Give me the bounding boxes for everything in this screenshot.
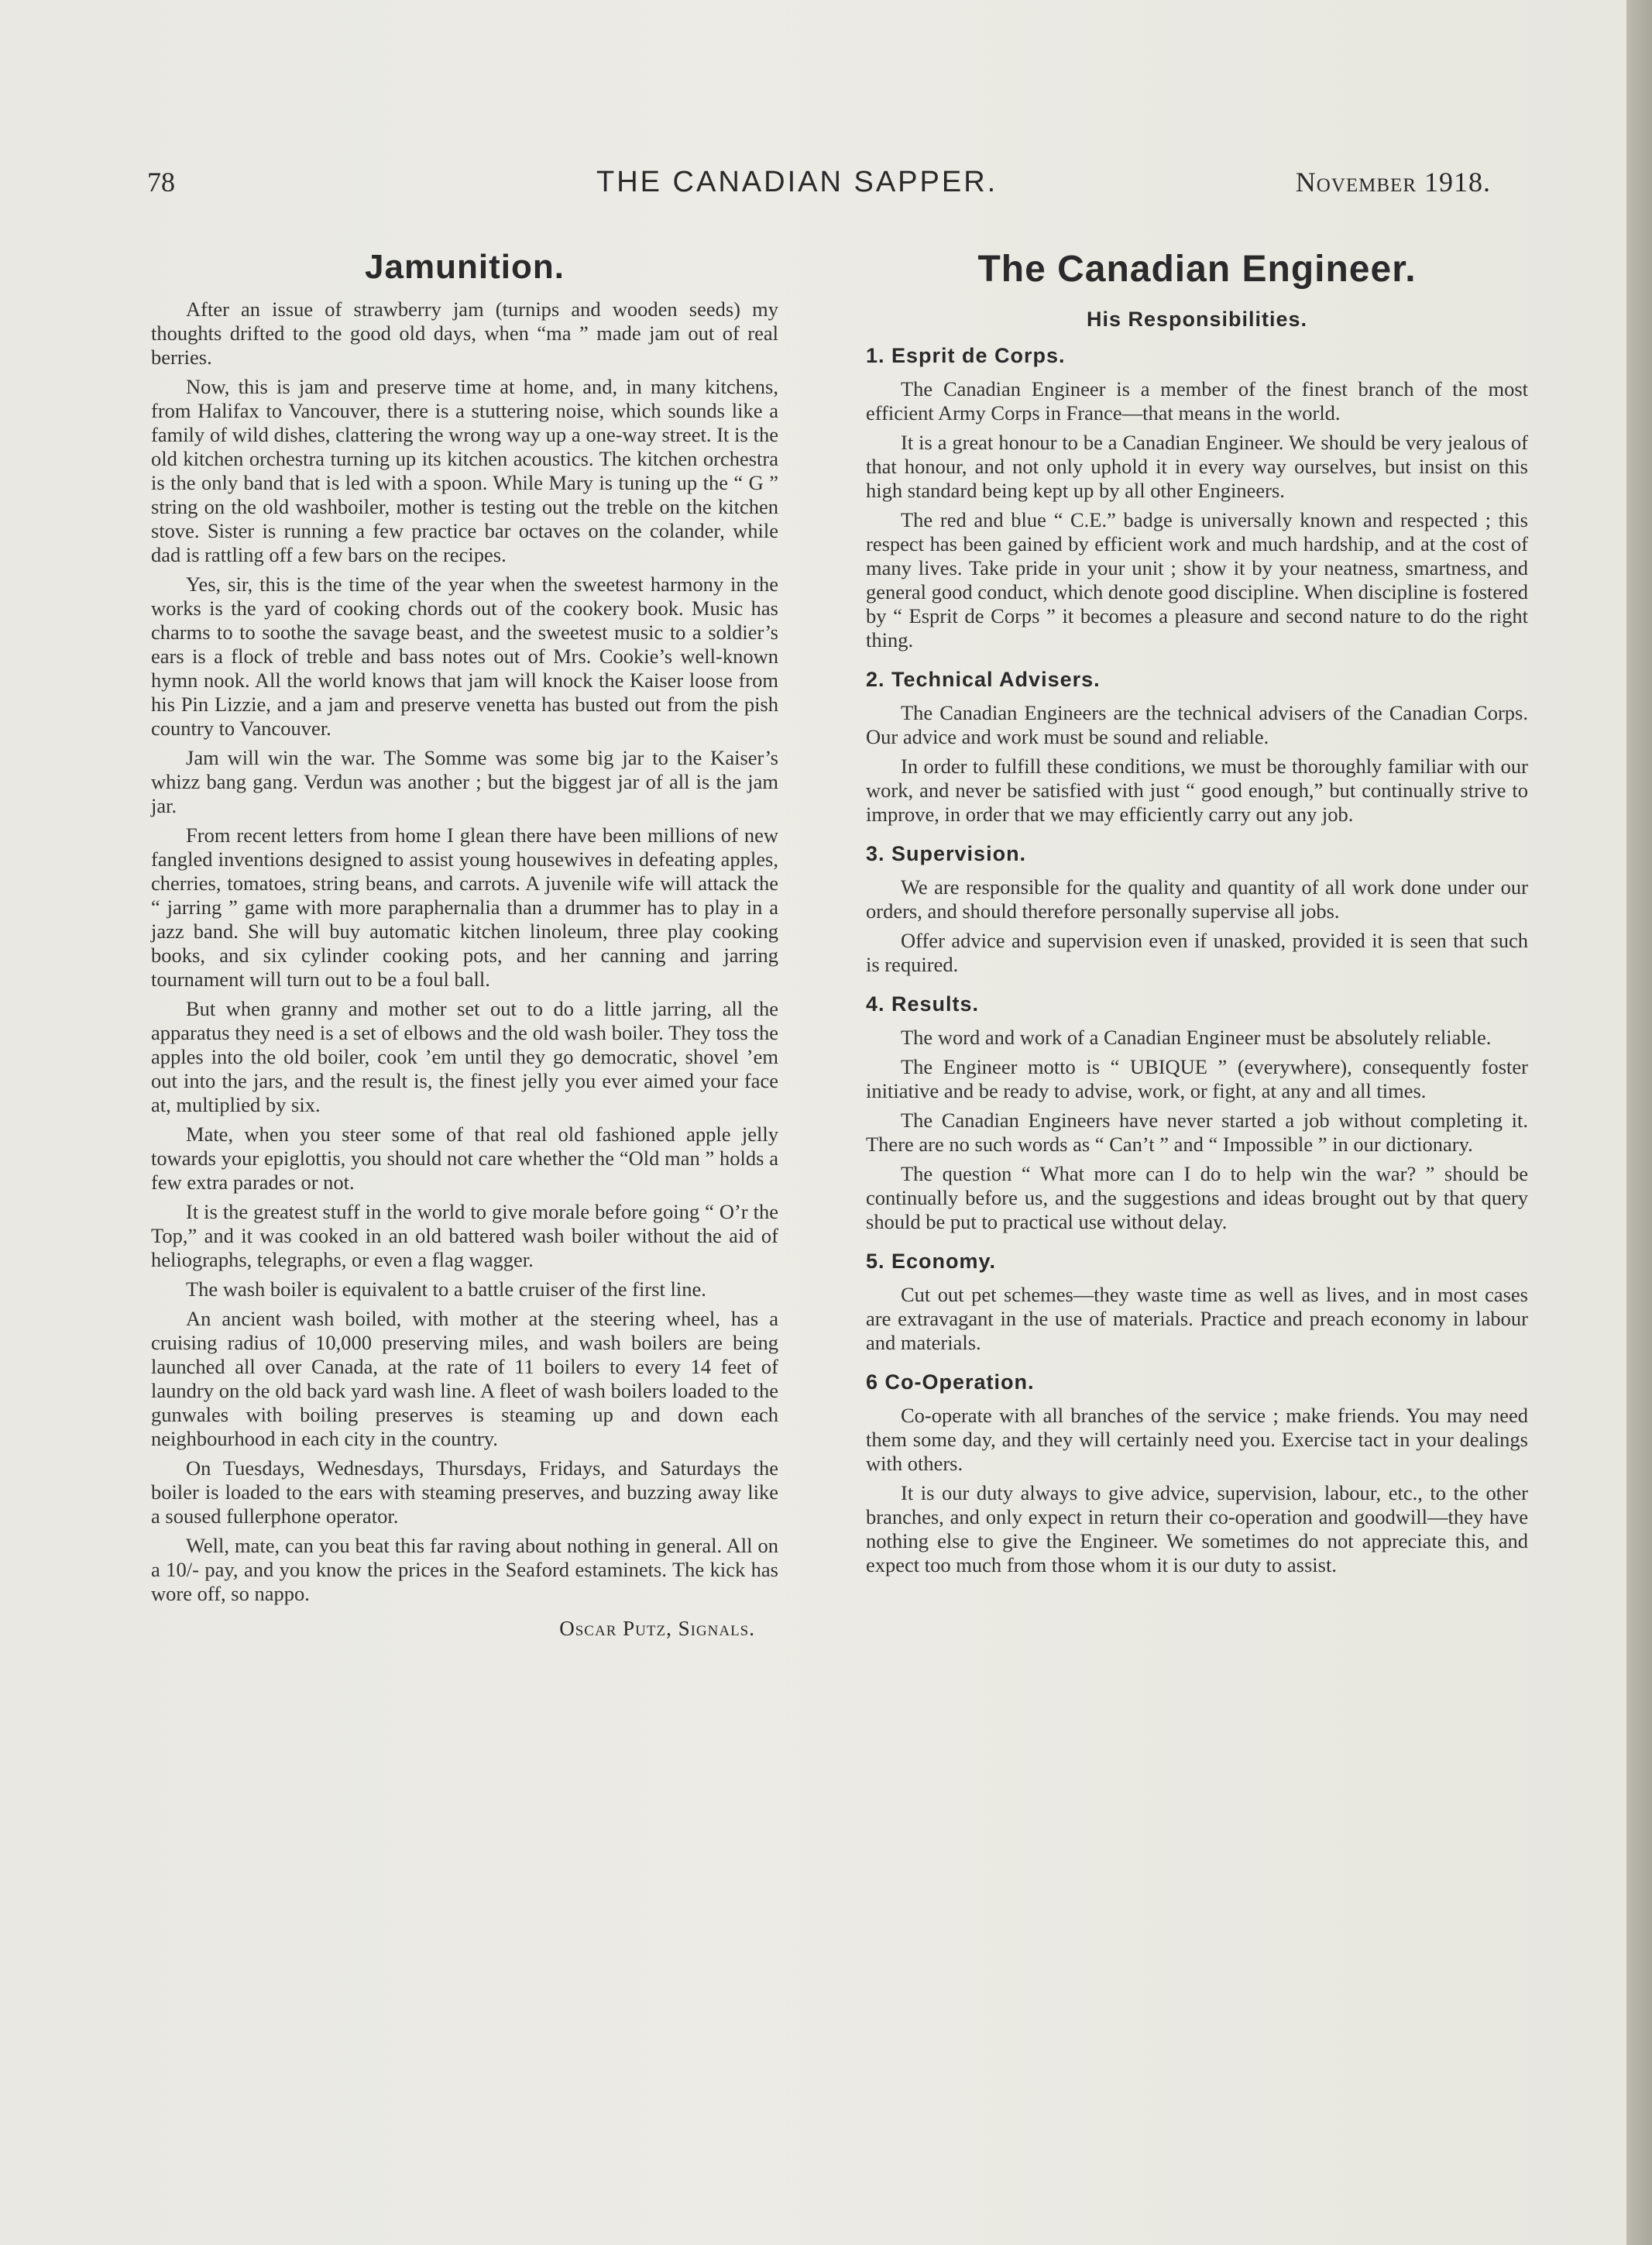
article-title-canadian-engineer: The Canadian Engineer. — [977, 249, 1417, 290]
paragraph: Jam will win the war. The Somme was some big jar to the Kaiser’s whizz bang gang. Verdun was another ; but the biggest jar of all is the jam jar. — [151, 746, 778, 817]
page-header — [147, 163, 1491, 217]
paragraph: The Engineer motto is “ UBIQUE ” (everywhere), consequently foster initiative and be ready to advise, work, or fight, at any and all times. — [866, 1055, 1528, 1102]
paragraph: The Canadian Engineers are the technical advisers of the Canadian Corps. Our advice and work must be sound and reliable. — [866, 701, 1528, 748]
article-title-jamunition: Jamunition. — [365, 248, 565, 286]
section-technical-advisers — [866, 668, 1528, 827]
page-number: 78 — [147, 167, 175, 198]
paragraph: Mate, when you steer some of that real old fashioned apple jelly towards your epiglottis, you should not care whether the “Old man ” holds a few extra parades or not. — [151, 1122, 778, 1194]
paragraph: Well, mate, can you beat this far raving about nothing in general. All on a 10/- pay, and you know the prices in the Seaford estaminets. The kick has wore off, so nappo. — [151, 1534, 778, 1605]
author-signature: Oscar Putz, Signals. — [559, 1617, 755, 1640]
paragraph: In order to fulfill these conditions, we must be thoroughly familiar with our work, and never be satisfied with just “ good enough,” but continually strive to improve, in order that we may efficiently carry out any job. — [866, 755, 1528, 826]
issue-date: November 1918. — [1295, 167, 1491, 198]
paragraph: After an issue of strawberry jam (turnips and wooden seeds) my thoughts drifted to the good old days, when “ma ” made jam out of real berries. — [151, 297, 778, 369]
section-economy — [866, 1250, 1528, 1355]
section-heading: 6 Co-Operation. — [866, 1370, 1035, 1394]
section-heading: 1. Esprit de Corps. — [866, 344, 1066, 367]
paragraph: Cut out pet schemes—they waste time as well as lives, and in most cases are extravagant in the use of materials. Practice and preach economy in labour and materials. — [866, 1283, 1528, 1354]
paragraph: Now, this is jam and preserve time at home, and, in many kitchens, from Halifax to Vancouver, there is a stuttering noise, which sounds like a family of wild dishes, clattering the wrong way up a one-way street. It is the old kitchen orchestra turning up its kitchen acoustics. The kitchen orchestra is the only band that is led with a spoon. While Mary is tuning up the “ G ” string on the old washboiler, mother is testing out the treble on the kitchen stove. Sister is running a few practice bar octaves on the colander, while dad is rattling off a few bars on the recipes. — [151, 375, 778, 566]
section-heading: 2. Technical Advisers. — [866, 668, 1101, 691]
paragraph: The Canadian Engineer is a member of the finest branch of the most efficient Army Corps in France—that means in the world. — [866, 377, 1528, 425]
section-esprit-de-corps — [866, 344, 1528, 652]
section-co-operation — [866, 1370, 1528, 1577]
section-results — [866, 992, 1528, 1234]
page-binding-edge — [1626, 0, 1652, 2245]
paragraph: The red and blue “ C.E.” badge is universally known and respected ; this respect has been gained by efficient work and much hardship, and at the cost of many lives. Take pride in your unit ; show it by your neatness, smartness, and general good conduct, which denote good discipline. When discipline is fostered by “ Esprit de Corps ” it becomes a pleasure and second nature to do the right thing. — [866, 508, 1528, 651]
paragraph: It is the greatest stuff in the world to give morale before going “ O’r the Top,” and it was cooked in an old battered wash boiler without the aid of heliographs, telegraphs, or even a flag wagger. — [151, 1200, 778, 1271]
paragraph: But when granny and mother set out to do a little jarring, all the apparatus they need is a set of elbows and the old wash boiler. They toss the apples into the old boiler, cook ’em until they go democratic, shovel ’em out into the jars, and the result is, the finest jelly you ever aimed your face at, multiplied by six. — [151, 997, 778, 1116]
paragraph: Offer advice and supervision even if unasked, provided it is seen that such is required. — [866, 929, 1528, 976]
paragraph: The question “ What more can I do to help win the war? ” should be continually before us, and the suggestions and ideas brought out by that query should be put to practical use without delay. — [866, 1162, 1528, 1233]
paragraph: On Tuesdays, Wednesdays, Thursdays, Fridays, and Saturdays the boiler is loaded to the ears with steaming preserves, and buzzing away like a soused fullerphone operator. — [151, 1456, 778, 1528]
section-heading: 3. Supervision. — [866, 842, 1027, 865]
section-heading: 5. Economy. — [866, 1250, 997, 1273]
paragraph: It is our duty always to give advice, supervision, labour, etc., to the other branches, and only expect in return their co-operation and goodwill—they have nothing else to give the Engineer. We sometimes do not appreciate this, and expect too much from those whom it is our duty to assist. — [866, 1481, 1528, 1576]
paragraph: An ancient wash boiled, with mother at the steering wheel, has a cruising radius of 10,000 preserving miles, and wash boilers are being launched all over Canada, at the rate of 11 boilers to every 14 feet of laundry on the old back yard wash line. A fleet of wash boilers loaded to the gunwales with boiling preserves is steaming up and down each neighbourhood in each city in the country. — [151, 1307, 778, 1450]
paragraph: From recent letters from home I glean there have been millions of new fangled inventions designed to assist young housewives in defeating apples, cherries, tomatoes, string beans, and carrots. A juvenile wife will attack the “ jarring ” game with more paraphernalia than a drummer has to play in a jazz band. She will buy automatic kitchen linoleum, three play cooking books, and six cylinder cooking pots, and her canning and jarring tournament will turn out to be a foul ball. — [151, 823, 778, 991]
paragraph: Co-operate with all branches of the service ; make friends. You may need them some day, and they will certainly need you. Exercise tact in your dealings with others. — [866, 1404, 1528, 1475]
paragraph: The word and work of a Canadian Engineer must be absolutely reliable. — [901, 1026, 1492, 1049]
jamunition-body — [151, 297, 778, 1606]
paragraph: The wash boiler is equivalent to a battle cruiser of the first line. — [186, 1277, 706, 1301]
paragraph: Yes, sir, this is the time of the year when the sweetest harmony in the works is the yard of cooking chords out of the cookery book. Music has charms to to soothe the savage beast, and the sweetest music to a soldier’s ears is a flock of treble and bass notes out of Mrs. Cookie’s well-known hymn nook. All the world knows that jam will knock the Kaiser loose from his Pin Lizzie, and a jam and preserve venetta has busted out from the pish country to Vancouver. — [151, 572, 778, 740]
right-column — [866, 248, 1528, 1583]
paragraph: The Canadian Engineers have never started a job without completing it. There are no such words as “ Can’t ” and “ Impossible ” in our dictionary. — [866, 1109, 1528, 1156]
article-subtitle: His Responsibilities. — [1086, 308, 1308, 331]
left-column — [151, 248, 778, 1641]
section-supervision — [866, 842, 1528, 977]
section-heading: 4. Results. — [866, 992, 980, 1016]
paragraph: We are responsible for the quality and quantity of all work done under our orders, and should therefore personally supervise all jobs. — [866, 875, 1528, 923]
running-title: THE CANADIAN SAPPER. — [596, 166, 998, 198]
paragraph: It is a great honour to be a Canadian Engineer. We should be very jealous of that honour, and not only uphold it in every way ourselves, but insist on this high standard being kept up by all other Engineers. — [866, 431, 1528, 502]
